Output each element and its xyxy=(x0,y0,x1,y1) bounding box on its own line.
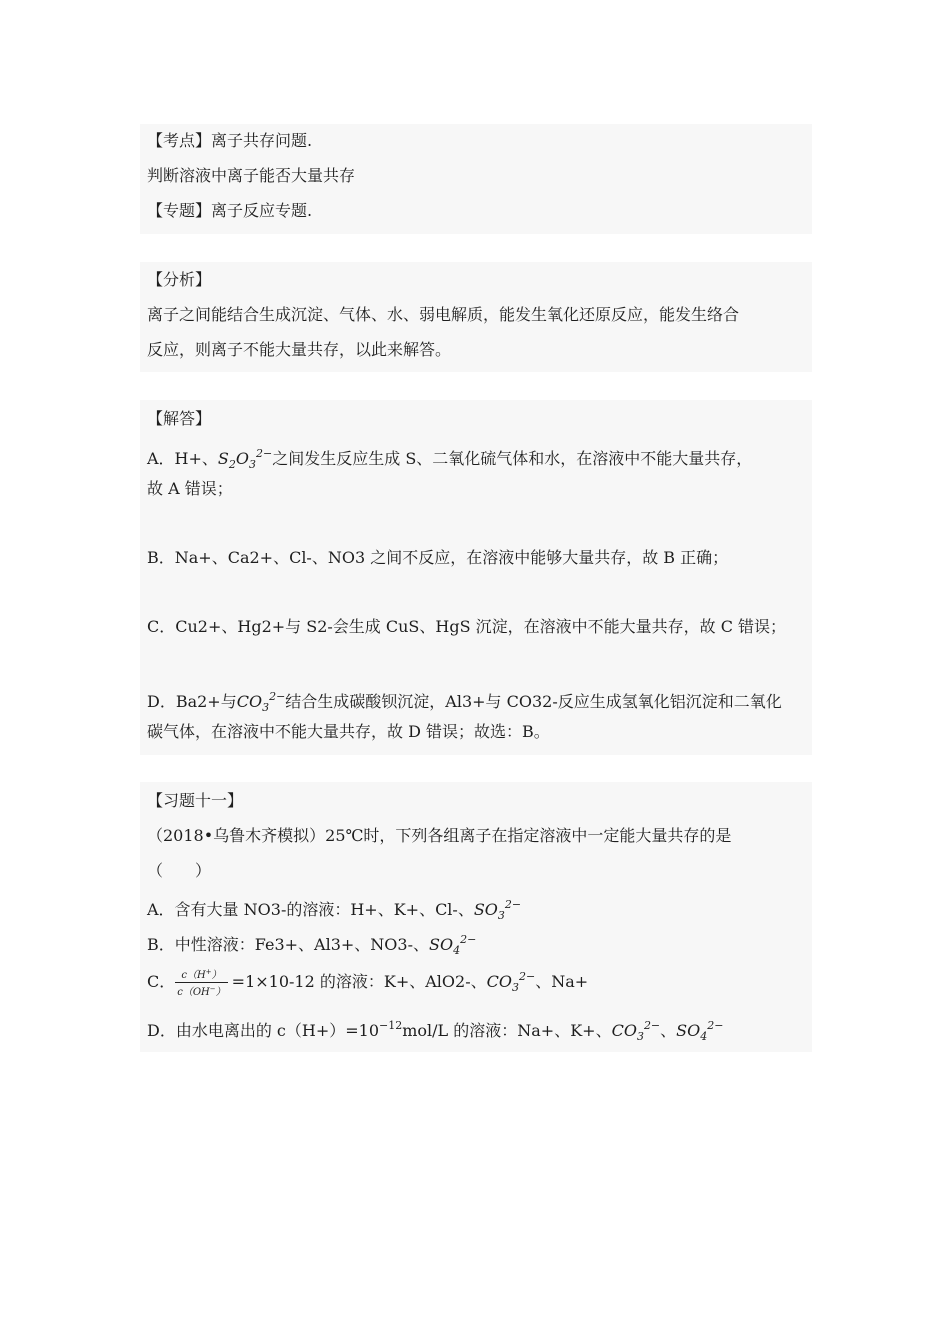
answer-d-line-2: 碳气体，在溶液中不能大量共存，故 D 错误；故选：B。 xyxy=(147,722,550,741)
option-a-formula: $SO_3^{2-}$ xyxy=(473,898,522,922)
option-d-formula-so4: $SO_4^{2-}$ xyxy=(676,1019,724,1043)
kaodian-line: 【考点】离子共存问题. xyxy=(147,131,313,150)
option-c-label: C． xyxy=(147,972,176,991)
option-b-formula: $SO_4^{2-}$ xyxy=(429,933,477,957)
answer-a-prefix: A．H+、 xyxy=(147,449,218,468)
option-a-text: A．含有大量 NO3-的溶液：H+、K+、Cl-、 xyxy=(147,900,474,919)
option-c-formula: $CO_3^{2-}$ xyxy=(486,970,536,994)
fenxi-line-1: 离子之间能结合生成沉淀、气体、水、弱电解质，能发生氧化还原反应，能发生络合 xyxy=(147,305,740,324)
fraction-numerator: c（H+） xyxy=(175,966,227,983)
answer-a-line-1 xyxy=(147,443,752,476)
option-a xyxy=(147,894,521,927)
answer-d-line-1 xyxy=(147,686,782,719)
option-d-exponent: −12 xyxy=(379,1019,403,1032)
answer-a-rest: 之间发生反应生成 S、二氧化硫气体和水，在溶液中不能大量共存， xyxy=(272,449,753,468)
answer-d-rest: 结合生成碳酸钡沉淀，Al3+与 CO32-反应生成氢氧化铝沉淀和二氧化 xyxy=(285,692,782,711)
option-b xyxy=(147,929,476,962)
option-d-separator: 、 xyxy=(660,1021,677,1040)
option-d-text: D．由水电离出的 c（H+）=10 xyxy=(147,1021,380,1040)
option-c-text: =1×10-12 的溶液：K+、AlO2-、 xyxy=(231,972,487,991)
kaodian-sub-line: 判断溶液中离子能否大量共存 xyxy=(147,166,356,185)
zhuanti-line: 【专题】离子反应专题. xyxy=(147,201,313,220)
answer-d-prefix: D．Ba2+与 xyxy=(147,692,237,711)
option-c xyxy=(147,966,588,999)
question-line-2: （ ） xyxy=(147,861,212,880)
question-line-1: （2018•乌鲁木齐模拟）25℃时，下列各组离子在指定溶液中一定能大量共存的是 xyxy=(147,826,732,845)
answer-a-formula: $S_2O_3^{2-}$ xyxy=(217,447,273,471)
fenxi-line-2: 反应，则离子不能大量共存，以此来解答。 xyxy=(147,340,452,359)
answer-a-line-2: 故 A 错误； xyxy=(147,479,233,498)
xiti-title: 【习题十一】 xyxy=(147,791,244,810)
fraction-denominator: c（OH−） xyxy=(177,985,226,998)
answer-c-line: C．Cu2+、Hg2+与 S2-会生成 CuS、HgS 沉淀，在溶液中不能大量共存，故 C 错误； xyxy=(147,617,787,636)
option-b-text: B．中性溶液：Fe3+、Al3+、NO3-、 xyxy=(147,935,430,954)
fenxi-title: 【分析】 xyxy=(147,270,212,289)
option-d-mid: mol/L 的溶液：Na+、K+、 xyxy=(402,1021,612,1040)
jieda-title: 【解答】 xyxy=(147,409,212,428)
option-c-fraction xyxy=(175,966,227,999)
answer-b-line: B．Na+、Ca2+、Cl-、NO3 之间不反应，在溶液中能够大量共存，故 B 正确； xyxy=(147,548,729,567)
answer-d-formula: $CO_3^{2-}$ xyxy=(236,690,286,714)
option-d-formula-co3: $CO_3^{2-}$ xyxy=(611,1019,661,1043)
option-d xyxy=(147,1015,723,1048)
option-c-end: 、Na+ xyxy=(535,972,589,991)
